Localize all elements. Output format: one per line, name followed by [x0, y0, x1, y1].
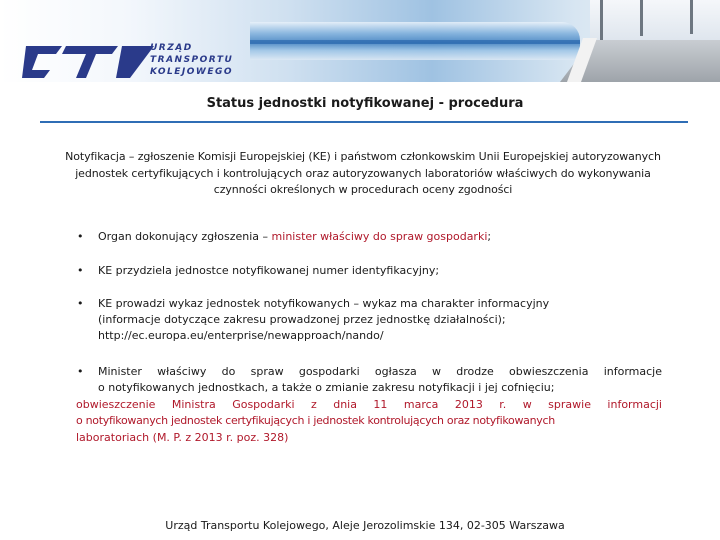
header-banner [0, 0, 720, 82]
banner-train-stripe [250, 40, 580, 44]
bullet-minister-announcement [77, 364, 662, 380]
footer-address: Urząd Transportu Kolejowego, Aleje Jerozolimskie 134, 02-305 Warszawa [165, 519, 565, 532]
intro-paragraph [42, 149, 684, 199]
bullet-text-line: (informacje dotyczące zakresu prowadzonej przez jednostkę działalności); [98, 313, 506, 326]
slide-title: Status jednostki notyfikowanej - procedura [206, 96, 524, 111]
bullet-marker: • [77, 230, 84, 243]
logo-line: KOLEJOWEGO [150, 67, 234, 77]
logo-line: TRANSPORTU [150, 55, 234, 65]
bullet-text-line: Minister właściwy do spraw gospodarki ogłasza w drodze obwieszczenia informacje [98, 365, 662, 378]
banner-pole [640, 0, 643, 36]
bullet-identification-number [77, 263, 658, 279]
bullet-text: Organ dokonujący zgłoszenia – [98, 230, 272, 243]
nando-link[interactable]: http://ec.europa.eu/enterprise/newapproach/nando/ [98, 329, 384, 342]
bullet-nando-list [77, 296, 578, 344]
bullet-marker: • [77, 264, 84, 277]
utk-logo-text [150, 42, 260, 78]
banner-pole [600, 0, 603, 40]
bullet-highlight: minister właściwy do spraw gospodarki [271, 230, 488, 243]
banner-pole [690, 0, 693, 34]
bullet-text-end: ; [487, 230, 492, 243]
announcement-reference-line: obwieszczenie Ministra Gospodarki z dnia 11 marca 2013 r. w sprawie informacji [76, 398, 662, 411]
bullet-marker: • [77, 365, 84, 378]
intro-line: czynności określonych w procedurach oceny zgodności [213, 183, 513, 196]
bullet-text-line: KE prowadzi wykaz jednostek notyfikowanych – wykaz ma charakter informacyjny [98, 297, 550, 310]
banner-sky [590, 0, 720, 40]
bullet-text: KE przydziela jednostce notyfikowanej numer identyfikacyjny; [98, 264, 440, 277]
bullet-marker: • [77, 297, 84, 310]
bullet-notifying-authority [77, 229, 658, 245]
logo-line: URZĄD [150, 43, 193, 53]
announcement-reference-line: o notyfikowanych jednostek certyfikujących i jednostek kontrolujących oraz notyfikowanych [76, 414, 555, 427]
announcement-reference-line: laboratoriach (M. P. z 2013 r. poz. 328) [76, 431, 289, 444]
intro-line: Notyfikacja – zgłoszenie Komisji Europejskiej (KE) i państwom członkowskim Unii Europejskiej autoryzowanych [65, 150, 661, 163]
intro-line: jednostek certyfikujących i kontrolujących oraz autoryzowanych laboratoriów właściwych do wykonywania [75, 166, 651, 180]
title-divider [40, 121, 688, 123]
bullet-text-line: o notyfikowanych jednostkach, a także o zmianie zakresu notyfikacji i jej cofnięciu; [98, 381, 555, 394]
utk-logo-icon [22, 40, 154, 82]
